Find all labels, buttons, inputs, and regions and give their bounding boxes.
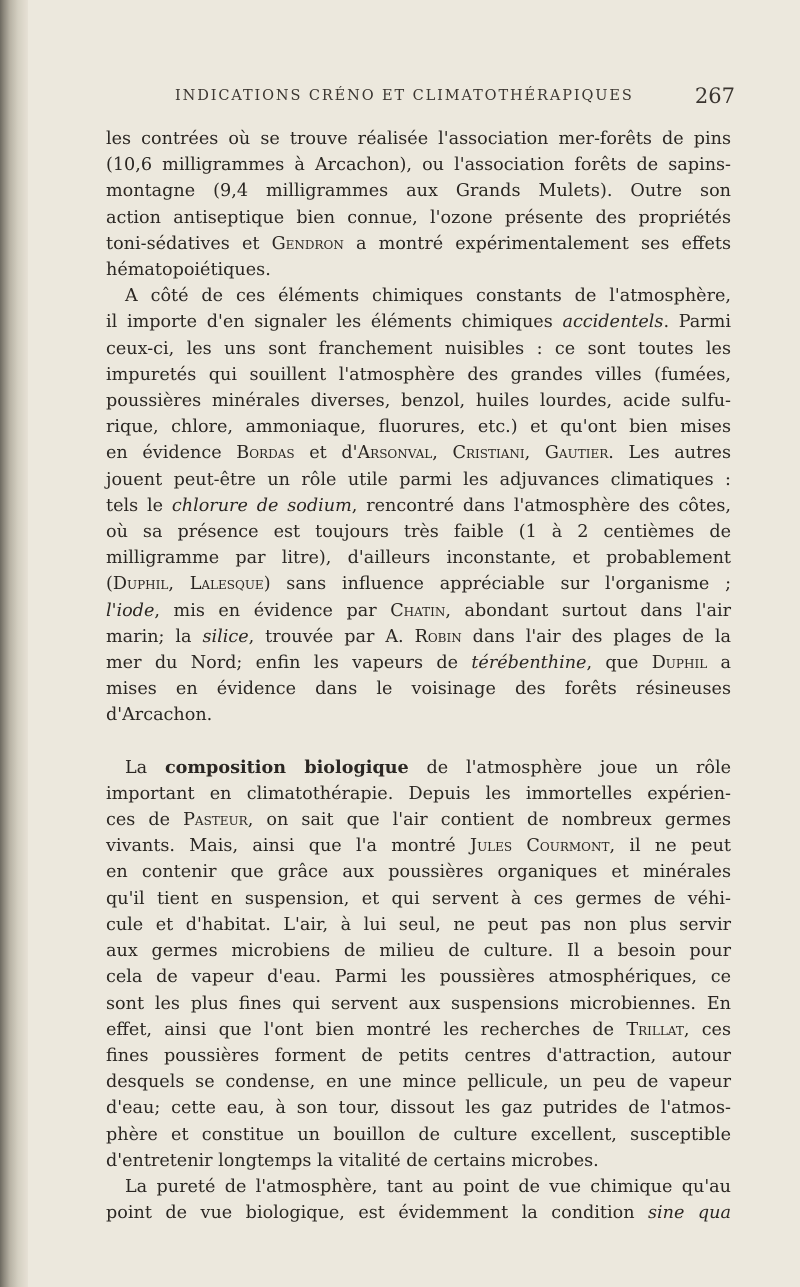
text-line: mer du Nord; enfin les vapeurs de térébenthine, que Duphil a [106,653,731,674]
author-name: Duphil [112,574,169,595]
text-line: marin; la silice, trouvée par A. Robin dans l'air des plages de la [106,626,732,647]
paragraph-chemical-elements [106,283,731,728]
text-line: d'entretenir longtemps la vitalité de certains microbes. [106,1150,599,1171]
page-header [175,84,735,114]
text-line: La pureté de l'atmosphère, tant au point de vue chimique qu'au [125,1176,731,1197]
text-line: hématopoiétiques. [106,260,271,281]
emphasis: accidentels [562,312,664,333]
author-name: Robin [414,626,462,647]
emphasis: sine qua [648,1203,731,1224]
text-line: desquels se condense, en une mince pellicule, un peu de vapeur [106,1072,731,1093]
text-line: les contrées où se trouve réalisée l'association mer-forêts de pins [106,129,731,149]
text-line: (10,6 milligrammes à Arcachon), ou l'association forêts de sapins- [106,155,731,176]
text-line: montagne (9,4 milligrammes aux Grands Mulets). Outre son [106,181,731,202]
text-line: sont les plus fines qui servent aux suspensions microbiennes. En [106,993,731,1014]
text-line: fines poussières forment de petits centres d'attraction, autour [106,1045,731,1066]
text-line: A côté de ces éléments chimiques constants de l'atmosphère, [125,286,731,307]
text-line: poussières minérales diverses, benzol, huiles lourdes, acide sulfu- [106,391,731,412]
paragraph-ozone [106,126,731,283]
text-line: point de vue biologique, est évidemment la condition sine qua [106,1203,731,1224]
text-line: toni-sédatives et Gendron a montré expérimentalement ses effets [106,233,731,254]
text-line: vivants. Mais, ainsi que l'a montré Jules Courmont, il ne peut [106,836,732,857]
emphasis: l'iode [106,600,155,621]
author-name: Gautier [544,443,609,464]
text-line: d'eau; cette eau, à son tour, dissout les gaz putrides de l'atmos- [106,1098,731,1119]
text-line: ces de Pasteur, on sait que l'air contient de nombreux germes [106,810,731,831]
text-line: milligramme par litre), d'ailleurs inconstante, et probablement [106,548,731,569]
text-line: tels le chlorure de sodium, rencontré dans l'atmosphère des côtes, [106,495,731,516]
text-line: en évidence Bordas et d'Arsonval, Cristiani, Gautier. Les autres [106,443,731,464]
text-line: mises en évidence dans le voisinage des forêts résineuses [106,679,731,700]
author-name: Chatin [390,600,446,621]
author-name: Gendron [271,233,344,254]
text-line: cule et d'habitat. L'air, à lui seul, ne peut pas non plus servir [106,914,731,935]
author-name: Arsonval [357,443,433,464]
paragraph-purity [106,1174,731,1226]
book-binding-shadow [0,0,28,1287]
section-keyword: composition biologique [164,756,409,778]
text-line: ceux-ci, les uns sont franchement nuisibles : ce sont toutes les [106,338,731,359]
text-line: important en climatothérapie. Depuis les immortelles expérien- [106,783,731,804]
text-line: où sa présence est toujours très faible (1 à 2 centièmes de [106,522,731,543]
text-line: d'Arcachon. [106,705,213,726]
text-line: La composition biologique de l'atmosphère joue un rôle [125,756,732,778]
text-line: action antiseptique bien connue, l'ozone présente des propriétés [106,207,731,228]
emphasis: silice [202,626,249,647]
text-line: aux germes microbiens de milieu de culture. Il a besoin pour [106,941,731,962]
emphasis: térébenthine [471,653,587,674]
author-name: Trillat [626,1019,684,1040]
text-line: qu'il tient en suspension, et qui servent à ces germes de véhi- [106,888,731,909]
text-line: l'iode, mis en évidence par Chatin, abondant surtout dans l'air [106,600,731,621]
page-number: 267 [694,84,735,108]
text-line: cela de vapeur d'eau. Parmi les poussières atmosphériques, ce [106,967,731,988]
text-line: rique, chlore, ammoniaque, fluorures, etc.) et qu'ont bien mises [106,417,731,438]
text-line: impuretés qui souillent l'atmosphère des grandes villes (fumées, [106,364,731,385]
author-name: Pasteur [183,810,248,831]
author-name: Cristiani [452,443,525,464]
running-head: INDICATIONS CRÉNO ET CLIMATOTHÉRAPIQUES [175,88,634,104]
text-line: il importe d'en signaler les éléments chimiques accidentels. Parmi [106,312,731,333]
paragraph-biological-composition [106,755,731,1174]
text-line: jouent peut-être un rôle utile parmi les adjuvances climatiques : [106,469,731,490]
text-line: en contenir que grâce aux poussières organiques et minérales [106,862,731,883]
text-line: (Duphil, Lalesque) sans influence appréciable sur l'organisme ; [106,574,732,595]
author-name: Jules Courmont [470,836,610,857]
author-name: Bordas [236,443,295,464]
text-line: effet, ainsi que l'ont bien montré les recherches de Trillat, ces [106,1019,731,1040]
author-name: Lalesque [189,574,264,595]
body-text [106,126,731,1226]
emphasis: chlorure de sodium [171,495,352,516]
text-line: phère et constitue un bouillon de culture excellent, susceptible [106,1124,731,1145]
author-name: Duphil [651,653,708,674]
